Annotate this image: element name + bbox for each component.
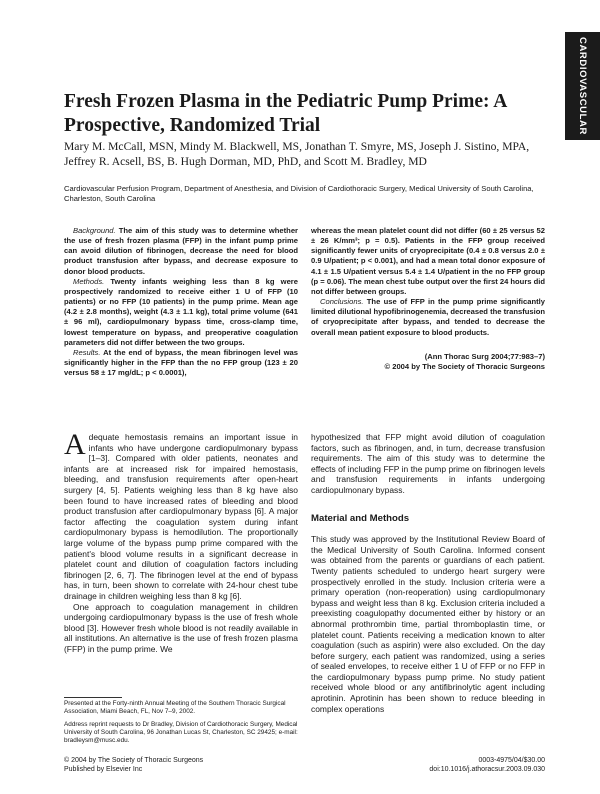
results-label: Results. <box>73 347 101 357</box>
abstract-left-column <box>64 226 298 378</box>
results-text-continued: whereas the mean platelet count did not differ (60 ± 25 versus 52 ± 26 K/mm³; p = 0.5). Patients in the FFP group received significantly fewer units of cryoprecipitate (0.4 ± 0.8 versus 2.0 ± 0.9 U/patient; p < 0.001), and had a mean total donor exposure of 4.1 ± 1.5 U/patient versus 5.4 ± 1.4 U/patient in the no FFP group (p = 0.06). The mean chest tube output over the first 24 hours did not differ between groups. <box>311 226 545 296</box>
abstract-copyright: © 2004 by The Society of Thoracic Surgeons <box>384 361 545 371</box>
footnotes <box>64 700 298 749</box>
abstract-methods <box>64 277 298 348</box>
methods-text: Twenty infants weighing less than 8 kg were prospectively randomized to receive either 1 U of FFP (10 patients) or no FFP (10 patients) in the pump prime. Mean age (4.2 ± 2.8 months), weight (4.3 ± 1.1 kg), total prime volume (641 ± 96 ml), cardiopulmonary bypass time, cross-clamp time, lowest temperature on bypass, and preoperative coagulation parameters did not differ between the two groups. <box>64 276 298 347</box>
intro-paragraph-2-continued <box>311 432 545 496</box>
footer-issn: 0003-4975/04/$30.00 <box>478 757 545 764</box>
footnote-address: Address reprint requests to Dr Bradley, Division of Cardiothoracic Surgery, Medical University of South Carolina, 96 Jonathan Lucas St, Charleston, SC 29425; e-mail: bradleysm@musc.edu. <box>64 720 298 745</box>
footnote-presented: Presented at the Forty-ninth Annual Meeting of the Southern Thoracic Surgical Association, Miami Beach, FL, Nov 7–9, 2002. <box>64 700 286 716</box>
page-footer-right <box>350 756 545 774</box>
footnote-rule <box>64 697 122 698</box>
body-left-column <box>64 428 298 654</box>
intro-paragraph-2 <box>64 602 298 655</box>
abstract-conclusions <box>311 297 545 338</box>
intro-paragraph-1 <box>64 428 298 602</box>
author-list: Mary M. McCall, MSN, Mindy M. Blackwell, MS, Jonathan T. Smyre, MS, Joseph J. Sistino, MPA, Jeffrey R. Acsell, BS, B. Hugh Dorman, MD, PhD, and Scott M. Bradley, MD <box>64 140 530 169</box>
methods-paragraph-1: This study was approved by the Institutional Review Board of the Medical University of South Carolina. Informed consent was obtained from the parents or guardians of each patient. Twenty patients scheduled to undergo heart surgery were prospectively enrolled in the study. Inclusion criteria were a primary operation (non-reoperation) using cardiopulmonary bypass and weight less than 8 kg. Exclusion criteria included a preexisting coagulopathy documented either by history or an abnormal prothrombin time, partial thromboplastin time, or platelet count. Patients receiving a medication known to alter coagulation (such as aspirin) were also excluded. On the day before surgery, each patient was randomized, using a series of sealed envelopes, to receive either 1 U of FFP or no FFP in the cardiopulmonary bypass pump prime. No study patient received whole blood or any antifibrinolytic agent including aprotinin. Aprotinin has been shown to reduce bleeding in complex operations <box>311 534 545 714</box>
background-text: The aim of this study was to determine whether the use of fresh frozen plasma (FFP) in the infant pump prime can avoid dilution of fibrinogen, decrease the need for blood product transfusion after bypass, and decrease exposure to donor blood products. <box>64 226 298 276</box>
conclusions-label: Conclusions. <box>320 297 364 307</box>
section-tab <box>565 32 600 140</box>
methods-label: Methods. <box>73 276 105 286</box>
intro-text-2: One approach to coagulation management in children undergoing cardiopulmonary bypass is the use of fresh whole blood [3]. However fresh whole blood is not readily available in all institutions. An alternative is the use of fresh frozen plasma (FFP) in the pump prime. We <box>64 601 298 654</box>
section-tab-label: CARDIOVASCULAR <box>577 37 588 135</box>
background-label: Background. <box>73 226 116 235</box>
journal-citation: (Ann Thorac Surg 2004;77:983–7) <box>424 351 545 361</box>
abstract-right-column <box>311 226 545 372</box>
abstract-results-continued <box>311 226 545 297</box>
footer-doi: doi:10.1016/j.athoracsur.2003.09.030 <box>429 766 545 774</box>
article-title: Fresh Frozen Plasma in the Pediatric Pump Prime: A Prospective, Randomized Trial <box>64 91 507 136</box>
footer-publisher: Published by Elsevier Inc <box>64 766 143 774</box>
drop-cap: A <box>64 428 86 461</box>
section-heading-methods: Material and Methods <box>311 512 410 524</box>
abstract-results <box>64 348 298 378</box>
affiliation: Cardiovascular Perfusion Program, Department of Anesthesia, and Division of Cardiothoracic Surgery, Medical University of South Carolina, Charleston, South Carolina <box>64 184 534 203</box>
abstract-background <box>64 226 298 277</box>
body-right-column <box>311 432 545 714</box>
intro-text-2-continued: hypothesized that FFP might avoid dilution of coagulation factors, such as fibrinogen, and, in turn, decrease transfusion requirements. The aim of this study was to determine the effects of including FFP in the pump prime on fibrinogen levels and transfusion requirements in infants undergoing cardiopulmonary bypass. <box>311 432 545 495</box>
intro-text-1: dequate hemostasis remains an important issue in infants who have undergone cardiopulmonary bypass [1–3]. Compared with older patients, neonates and infants are at increased risk for impaired hemostasis, bleeding, and transfusion requirements after open-heart surgery [4, 5]. Patients weighing less than 8 kg have also been found to have increased rates of bleeding and blood product transfusion after cardiopulmonary bypass [6]. A major factor affecting the coagulation system during infant cardiopulmonary bypass is hemodilution. The proportionally large volume of the bypass pump prime compared with the patient's blood volume results in a significant decrease in platelet count and dilution of coagulation factors including fibrinogen [2, 6, 7]. The fibrinogen level at the end of bypass has, in turn, been shown to correlate with 24-hour chest tube drainage in children weighing less than 8 kg [6]. <box>64 432 298 601</box>
footer-copyright: © 2004 by The Society of Thoracic Surgeons <box>64 757 204 764</box>
page-footer-left <box>64 756 203 774</box>
results-text: At the end of bypass, the mean fibrinogen level was significantly higher in the FFP than the no FFP group (123 ± 20 versus 58 ± 17 mg/dL; p < 0.0001), <box>64 347 298 378</box>
conclusions-text: The use of FFP in the pump prime significantly limited dilutional hypofibrinogenemia, decreased the transfusion of cryoprecipitate after bypass, and tended to decrease the overall mean patient exposure to blood products. <box>311 297 545 337</box>
